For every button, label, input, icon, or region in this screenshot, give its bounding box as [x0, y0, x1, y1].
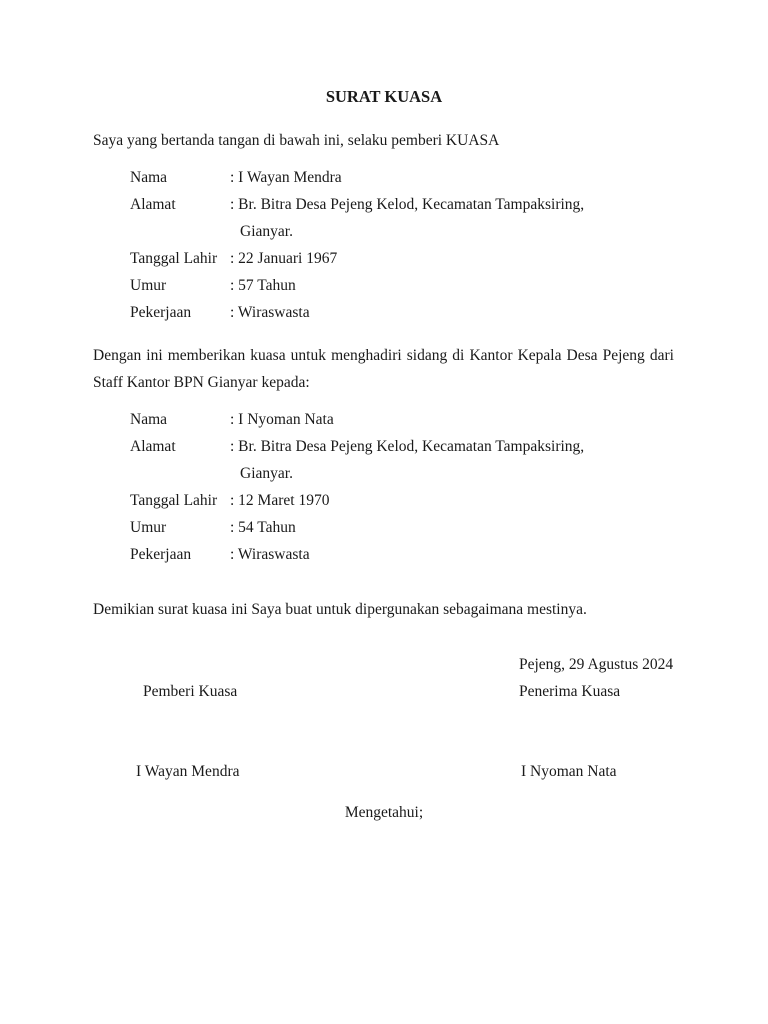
penerima-kuasa-label: Penerima Kuasa [519, 683, 621, 700]
place-date: Pejeng, 29 Agustus 2024 [519, 656, 674, 673]
grantor-pekerjaan-label: Pekerjaan [130, 304, 192, 321]
pemberi-kuasa-label: Pemberi Kuasa [143, 683, 238, 700]
grantor-pekerjaan-value: : Wiraswasta [230, 304, 310, 321]
mengetahui-label: Mengetahui; [344, 804, 424, 821]
grantee-alamat-label: Alamat [130, 438, 176, 455]
grantor-tanggal-lahir-value: : 22 Januari 1967 [230, 250, 338, 267]
document-title: SURAT KUASA [325, 87, 443, 106]
grantor-alamat-label: Alamat [130, 196, 176, 213]
grantee-alamat-value: : Br. Bitra Desa Pejeng Kelod, Kecamatan Tampaksiring, [230, 438, 585, 455]
grantee-tanggal-lahir-value: : 12 Maret 1970 [230, 492, 330, 509]
middle-paragraph: Dengan ini memberikan kuasa untuk menghadiri sidang di Kantor Kepala Desa Pejeng dari Staff Kantor BPN Gianyar kepada: [93, 347, 674, 391]
grantor-alamat-continuation: Gianyar. [240, 223, 293, 240]
grantor-umur-label: Umur [130, 277, 167, 294]
grantee-nama-label: Nama [130, 411, 168, 428]
grantee-umur-value: : 54 Tahun [230, 519, 296, 536]
grantee-umur-label: Umur [130, 519, 167, 536]
penerima-kuasa-name: I Nyoman Nata [521, 763, 617, 780]
grantor-alamat-value: : Br. Bitra Desa Pejeng Kelod, Kecamatan Tampaksiring, [230, 196, 585, 213]
grantee-nama-value: : I Nyoman Nata [230, 411, 334, 428]
grantor-nama-label: Nama [130, 169, 168, 186]
grantor-umur-value: : 57 Tahun [230, 277, 296, 294]
grantee-tanggal-lahir-label: Tanggal Lahir [130, 492, 218, 509]
grantee-pekerjaan-label: Pekerjaan [130, 546, 192, 563]
grantor-nama-value: : I Wayan Mendra [230, 169, 342, 186]
grantor-tanggal-lahir-label: Tanggal Lahir [130, 250, 218, 267]
closing-statement: Demikian surat kuasa ini Saya buat untuk dipergunakan sebagaimana mestinya. [93, 601, 587, 618]
grantee-alamat-continuation: Gianyar. [240, 465, 293, 482]
pemberi-kuasa-name: I Wayan Mendra [136, 763, 240, 780]
intro-text: Saya yang bertanda tangan di bawah ini, selaku pemberi KUASA [93, 132, 500, 149]
grantee-pekerjaan-value: : Wiraswasta [230, 546, 310, 563]
